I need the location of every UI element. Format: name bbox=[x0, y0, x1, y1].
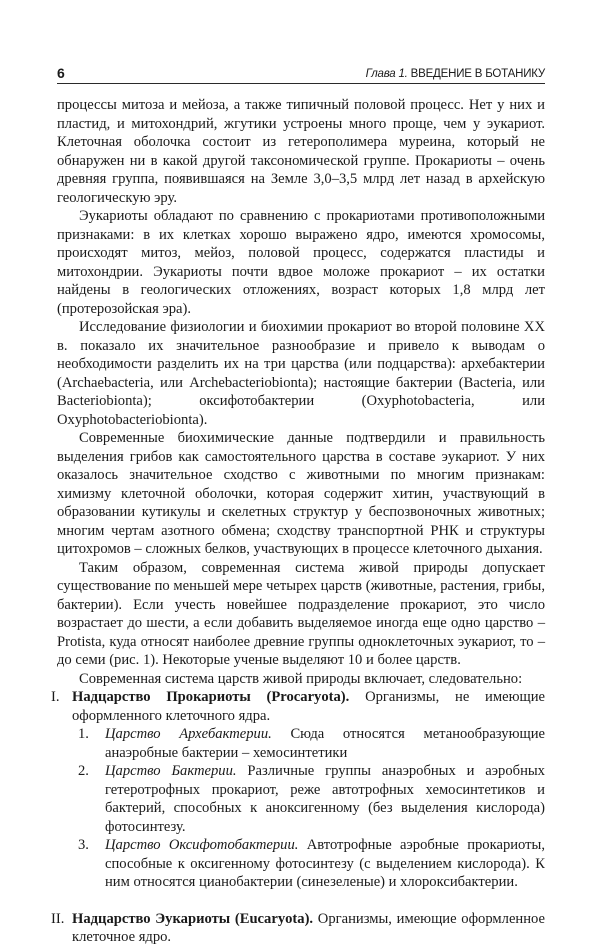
kingdom-description: Автотрофные аэробные прокариоты, способные к оксигенному фотосинтезу (с выделением кислорода). К ним относятся цианобактерии (синезеленые) и хлороксибактерии. bbox=[105, 837, 545, 890]
spacer bbox=[57, 892, 545, 910]
paragraph: Исследование физиологии и биохимии прокариот во второй половине XX в. показало их значительное разнообразие и привело к выводам о необходимости разделить их на три царства (или подцарства): архебактерии (Archaebacteria, или Archebacteriobionta); настоящие бактерии (Bacteria, или Bacteriobionta); оксифотобактерии (Oxyphotobacteria, или Oxyphotobacteriobionta). bbox=[57, 319, 545, 428]
running-head bbox=[366, 67, 545, 81]
superkingdom-title: Надцарство Эукариоты (Eucaryota). bbox=[72, 910, 314, 927]
chapter-title: ВВЕДЕНИЕ В БОТАНИКУ bbox=[410, 68, 545, 80]
list-number: 3. bbox=[78, 837, 89, 853]
list-numeral: II. bbox=[51, 910, 65, 927]
kingdom-description: Сюда относятся метанообразующие анаэробные бактерии – хемосинтетики bbox=[105, 726, 545, 761]
kingdom-list bbox=[78, 725, 545, 892]
list-number: 1. bbox=[78, 726, 89, 742]
superkingdom-description: Организмы, не имеющие оформленного клеточного ядра. bbox=[72, 689, 545, 724]
kingdom-item bbox=[78, 725, 545, 762]
superkingdom-title: Надцарство Прокариоты (Procaryota). bbox=[72, 689, 350, 705]
kingdom-item bbox=[78, 836, 545, 892]
kingdom-item bbox=[78, 762, 545, 836]
kingdom-name: Царство Оксифотобактерии. bbox=[105, 837, 299, 853]
superkingdom-item bbox=[51, 910, 545, 947]
paragraph: Эукариоты обладают по сравнению с прокариотами противоположными признаками: в их клетках хорошо выражено ядро, имеются хромосомы, происходят митоз, мейоз, половой процесс, содержатся пластиды и митохондрии. Эукариоты почти вдвое моложе прокариот – их остатки найдены в геологических отложениях, возраст которых 1,8 млрд лет (протерозойская эра). bbox=[57, 208, 545, 317]
paragraph: Современные биохимические данные подтвердили и правильность выделения грибов как самостоятельного царства в составе эукариот. У них оказалось значительное сходство с животными по многим признакам: химизму клеточной оболочки, которая содержит хитин, участвующий в образовании кутикулы и скелетных структур у беспозвоночных животных; многим чертам азотного обмена; сходству транспортной РНК и структуры цитохромов – сложных белков, участвующих в процессе клеточного дыхания. bbox=[57, 430, 545, 557]
superkingdom-description: Организмы, имеющие оформленное клеточное ядро. bbox=[72, 910, 545, 945]
paragraph: Таким образом, современная система живой природы допускает существование по меньшей мере четырех царств (животные, растения, грибы, бактерии). Если учесть новейшее подразделение прокариот, это число возрастает до шести, а если добавить выделяемое иногда еще одно царство – Protista, куда относят наиболее древние группы одноклеточных эукариот, то – до семи (рис. 1). Некоторые ученые выделяют 10 и более царств. bbox=[57, 559, 545, 668]
chapter-prefix: Глава 1. bbox=[365, 68, 408, 80]
paragraph: Современная система царств живой природы включает, следовательно: bbox=[79, 670, 523, 687]
superkingdom-item bbox=[51, 688, 545, 725]
book-page bbox=[51, 60, 545, 947]
list-numeral: I. bbox=[51, 689, 60, 705]
page-header bbox=[57, 60, 545, 84]
list-number: 2. bbox=[78, 763, 89, 779]
page-number: 6 bbox=[57, 65, 65, 81]
paragraph: процессы митоза и мейоза, а также типичный половой процесс. Нет у них и пластид, и митохондрий, жгутики устроены много проще, чем у эукариот. Клеточная оболочка состоит из гетерополимера муреина, который не обнаружен ни в какой другой таксономической группе. Прокариоты – очень древняя группа, появившаяся на Земле 3,0–3,5 млрд лет назад в архейскую геологическую эру. bbox=[57, 97, 545, 206]
kingdom-name: Царство Архебактерии. bbox=[105, 726, 272, 742]
page-body bbox=[51, 96, 545, 947]
kingdom-description: Различные группы анаэробных и аэробных гетеротрофных прокариот, реже автотрофных хемосинтетиков и бактерий, способных к аноксигенному (без выделения кислорода) фотосинтезу. bbox=[105, 763, 545, 835]
kingdom-name: Царство Бактерии. bbox=[105, 763, 237, 779]
